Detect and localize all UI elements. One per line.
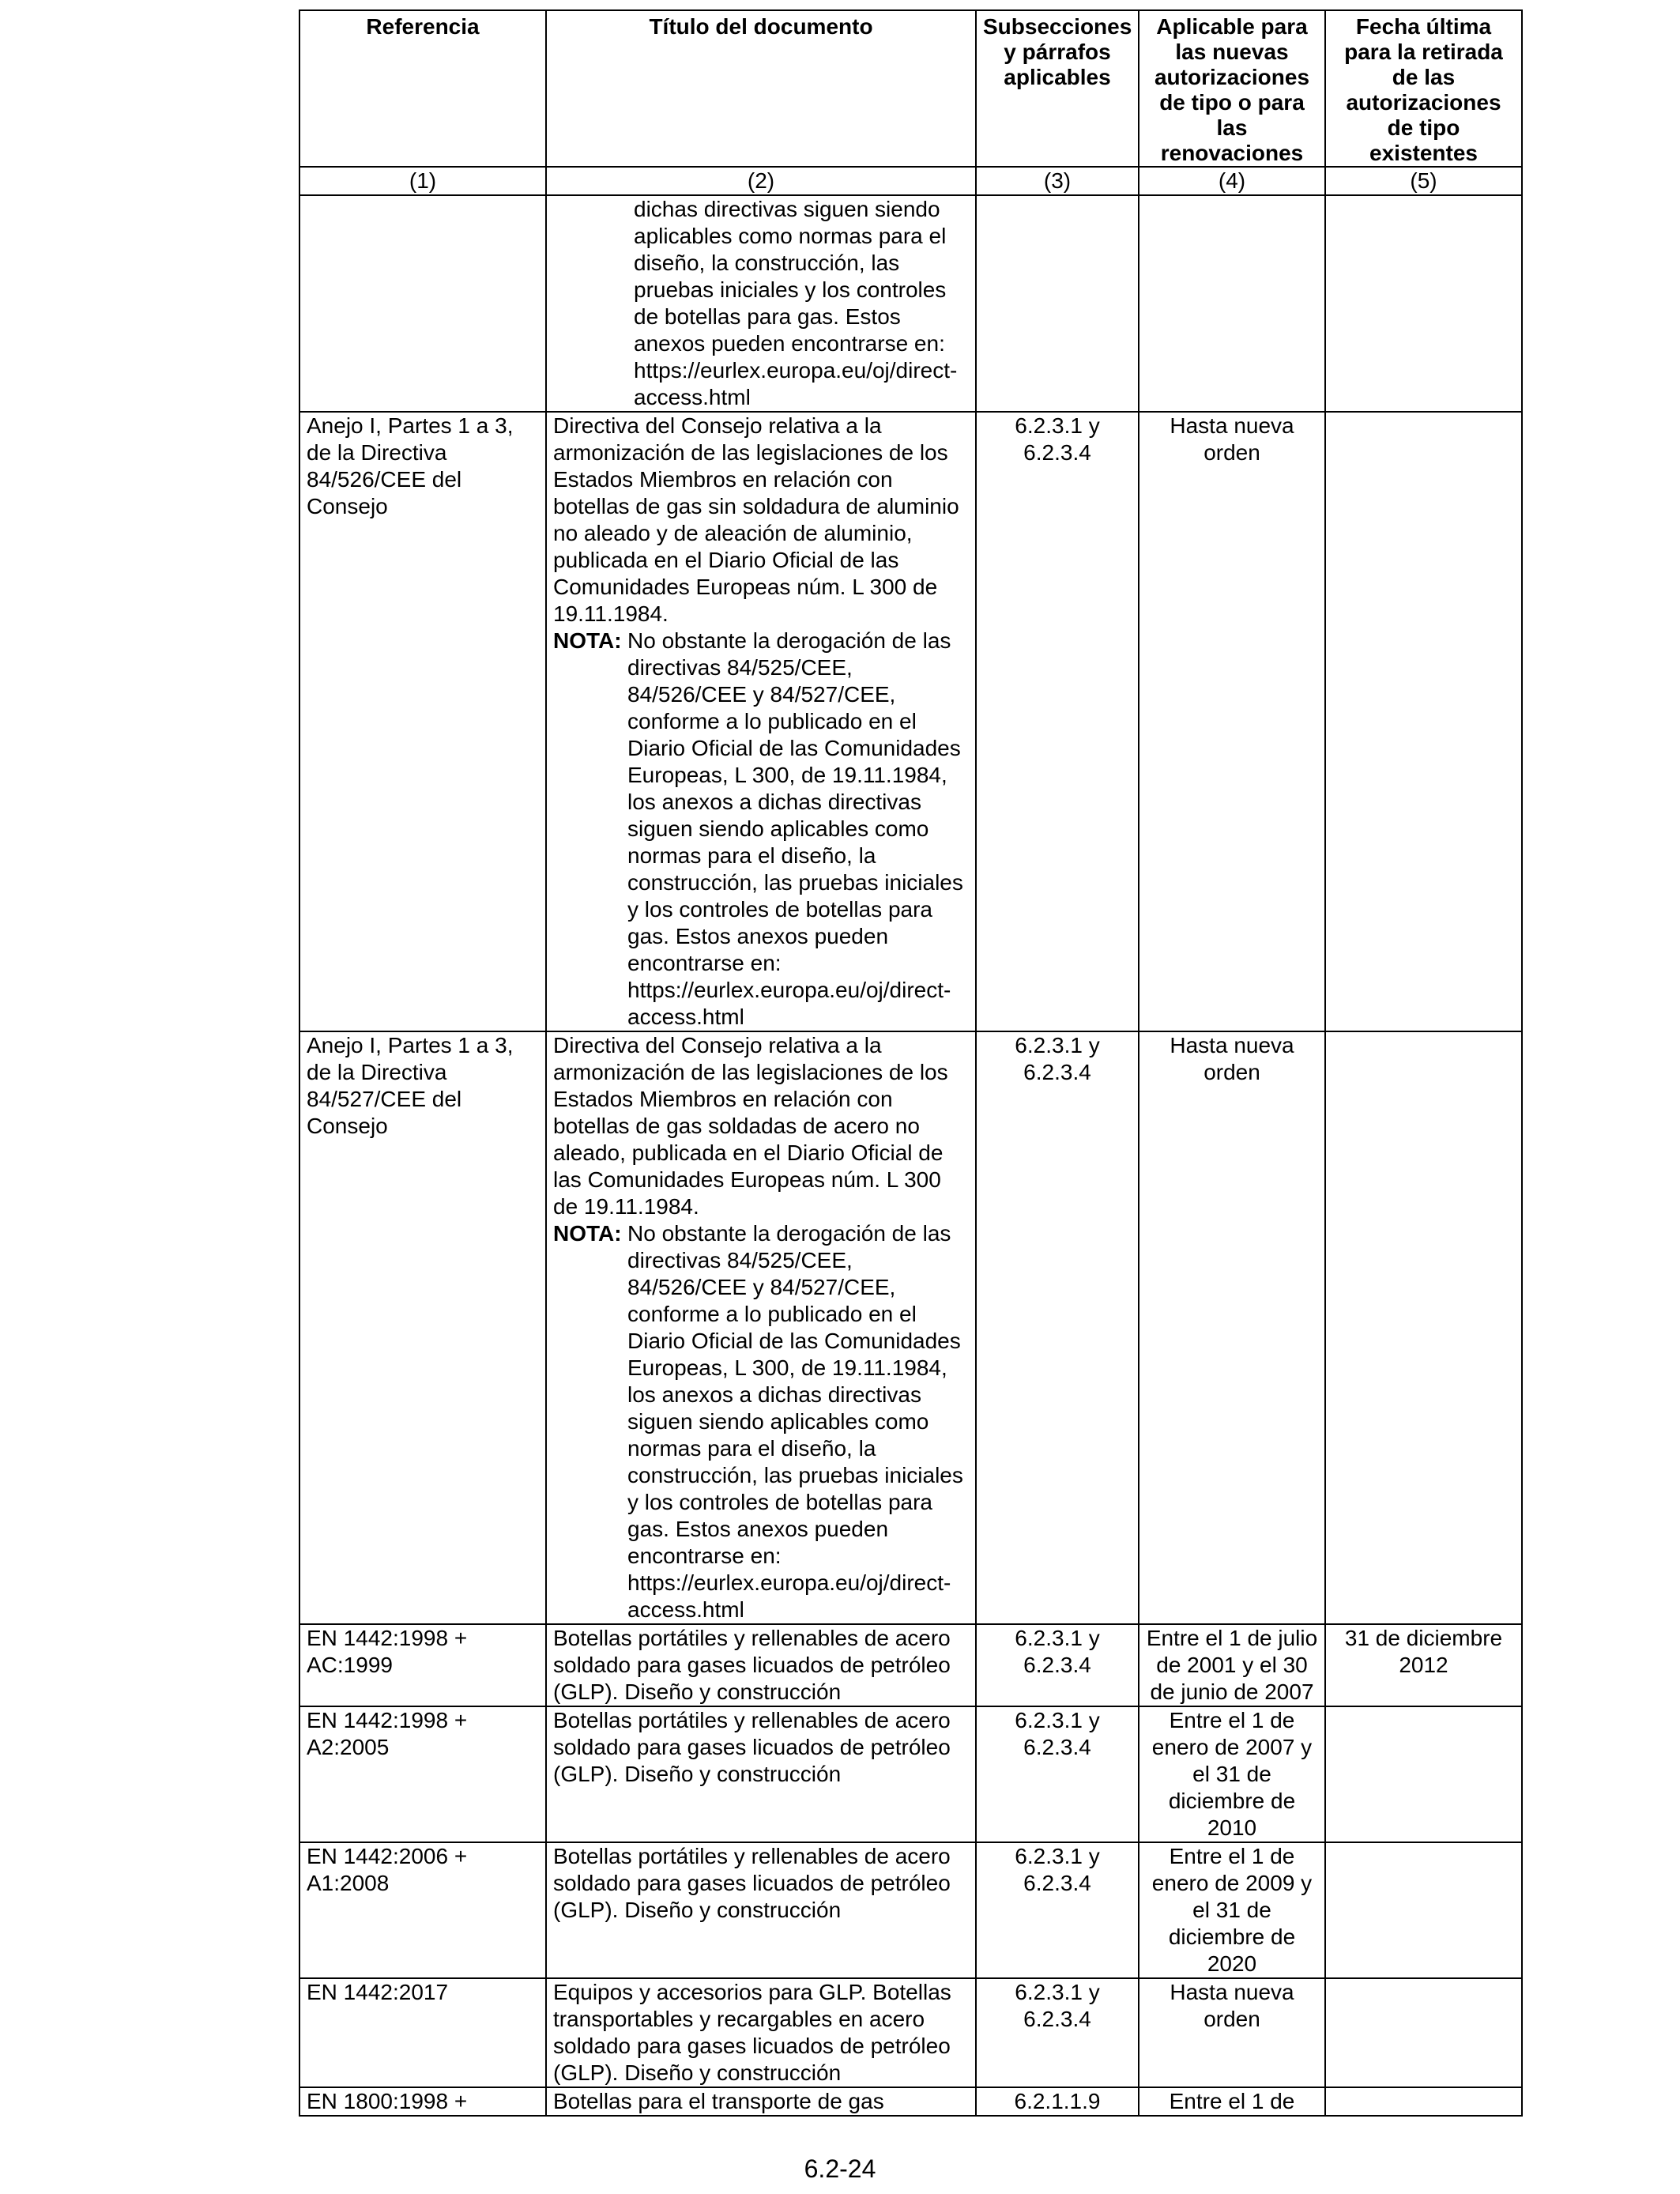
applicable-cell: Entre el 1 de [1139, 2087, 1325, 2116]
standards-table [299, 9, 1523, 2117]
withdrawal-cell [1325, 1842, 1522, 1978]
applicable-cell: Hasta nueva orden [1139, 412, 1325, 1031]
withdrawal-cell: 31 de diciembre 2012 [1325, 1624, 1522, 1706]
column-number: (2) [546, 167, 976, 195]
title-cell: Botellas portátiles y rellenables de acero soldado para gases licuados de petróleo (GLP). Diseño y construcción [546, 1842, 976, 1978]
withdrawal-cell [1325, 1706, 1522, 1842]
table-row [299, 2087, 1522, 2116]
column-number: (3) [976, 167, 1139, 195]
note-label: NOTA: [553, 1221, 622, 1246]
table-row [299, 1842, 1522, 1978]
subsections-cell: 6.2.3.1 y 6.2.3.4 [976, 1978, 1139, 2087]
ref-cell: EN 1800:1998 + [299, 2087, 546, 2116]
note-text: No obstante la derogación de las directivas 84/525/CEE, 84/526/CEE y 84/527/CEE, conforme a lo publicado en el Diario Oficial de las Comunidades Europeas, L 300, de 19.11.1984, los anexos a dichas directivas siguen siendo aplicables como normas para el diseño, la construcción, las pruebas iniciales y los controles de botellas para gas. Estos anexos pueden encontrarse en: https://eurlex.europa.eu/oj/direct-access.html [627, 1221, 963, 1622]
header-titulo: Título del documento [546, 10, 976, 167]
title-cell: Botellas portátiles y rellenables de acero soldado para gases licuados de petróleo (GLP). Diseño y construcción [546, 1624, 976, 1706]
note-text: No obstante la derogación de las directivas 84/525/CEE, 84/526/CEE y 84/527/CEE, conforme a lo publicado en el Diario Oficial de las Comunidades Europeas, L 300, de 19.11.1984, los anexos a dichas directivas siguen siendo aplicables como normas para el diseño, la construcción, las pruebas iniciales y los controles de botellas para gas. Estos anexos pueden encontrarse en: https://eurlex.europa.eu/oj/direct-access.html [627, 628, 963, 1029]
subsections-cell: 6.2.3.1 y 6.2.3.4 [976, 1842, 1139, 1978]
subsections-cell: 6.2.1.1.9 [976, 2087, 1139, 2116]
table-row [299, 1706, 1522, 1842]
column-number-row [299, 167, 1522, 195]
document-title: Directiva del Consejo relativa a la armonización de las legislaciones de los Estados Miembros en relación con botellas de gas soldadas de acero no aleado, publicada en el Diario Oficial de las Comunidades Europeas núm. L 300 de 19.11.1984. [553, 1033, 948, 1219]
subsections-cell: 6.2.3.1 y 6.2.3.4 [976, 1706, 1139, 1842]
column-number: (5) [1325, 167, 1522, 195]
table-row [299, 1624, 1522, 1706]
subsections-cell: 6.2.3.1 y 6.2.3.4 [976, 1031, 1139, 1624]
table-row [299, 412, 1522, 1031]
title-cell [546, 412, 976, 1031]
header-fecha-retirada: Fecha última para la retirada de las autorizaciones de tipo existentes [1325, 10, 1522, 167]
header-subsecciones: Subsecciones y párrafos aplicables [976, 10, 1139, 167]
continued-note-text: dichas directivas siguen siendo aplicables como normas para el diseño, la construcción, las pruebas iniciales y los controles de botellas para gas. Estos anexos pueden encontrarse en: https://eurlex.europa.eu/oj/direct-access.html [634, 197, 958, 409]
applicable-cell: Hasta nueva orden [1139, 1978, 1325, 2087]
applicable-cell: Hasta nueva orden [1139, 1031, 1325, 1624]
withdrawal-cell [1325, 1978, 1522, 2087]
note-block [553, 628, 969, 1031]
withdrawal-cell [1325, 1031, 1522, 1624]
document-title: Directiva del Consejo relativa a la armonización de las legislaciones de los Estados Miembros en relación con botellas de gas sin soldadura de aluminio no aleado y de aleación de aluminio, publicada en el Diario Oficial de las Comunidades Europeas núm. L 300 de 19.11.1984. [553, 413, 959, 626]
withdrawal-cell [1325, 412, 1522, 1031]
ref-cell: EN 1442:2017 [299, 1978, 546, 2087]
withdrawal-cell [1325, 2087, 1522, 2116]
applicable-cell [1139, 195, 1325, 412]
page-number: 6.2-24 [804, 2154, 876, 2183]
header-referencia: Referencia [299, 10, 546, 167]
title-cell: Equipos y accesorios para GLP. Botellas transportables y recargables en acero soldado para gases licuados de petróleo (GLP). Diseño y construcción [546, 1978, 976, 2087]
applicable-cell: Entre el 1 de enero de 2007 y el 31 de diciembre de 2010 [1139, 1706, 1325, 1842]
title-cell: Botellas portátiles y rellenables de acero soldado para gases licuados de petróleo (GLP). Diseño y construcción [546, 1706, 976, 1842]
ref-cell: EN 1442:1998 + AC:1999 [299, 1624, 546, 1706]
subsections-cell: 6.2.3.1 y 6.2.3.4 [976, 412, 1139, 1031]
subsections-cell: 6.2.3.1 y 6.2.3.4 [976, 1624, 1139, 1706]
applicable-cell: Entre el 1 de enero de 2009 y el 31 de diciembre de 2020 [1139, 1842, 1325, 1978]
title-cell [546, 195, 976, 412]
ref-cell: EN 1442:2006 + A1:2008 [299, 1842, 546, 1978]
note-block [553, 1220, 969, 1623]
applicable-cell: Entre el 1 de julio de 2001 y el 30 de junio de 2007 [1139, 1624, 1325, 1706]
note-label: NOTA: [553, 628, 622, 653]
title-cell: Botellas para el transporte de gas [546, 2087, 976, 2116]
table-row-continuation [299, 195, 1522, 412]
ref-cell: Anejo I, Partes 1 a 3, de la Directiva 84/526/CEE del Consejo [299, 412, 546, 1031]
ref-cell [299, 195, 546, 412]
ref-cell: EN 1442:1998 + A2:2005 [299, 1706, 546, 1842]
title-cell [546, 1031, 976, 1624]
subsections-cell [976, 195, 1139, 412]
withdrawal-cell [1325, 195, 1522, 412]
table-row [299, 1978, 1522, 2087]
header-aplicable: Aplicable para las nuevas autorizaciones de tipo o para las renovaciones [1139, 10, 1325, 167]
ref-cell: Anejo I, Partes 1 a 3, de la Directiva 84/527/CEE del Consejo [299, 1031, 546, 1624]
header-row [299, 10, 1522, 167]
column-number: (1) [299, 167, 546, 195]
column-number: (4) [1139, 167, 1325, 195]
table-row [299, 1031, 1522, 1624]
